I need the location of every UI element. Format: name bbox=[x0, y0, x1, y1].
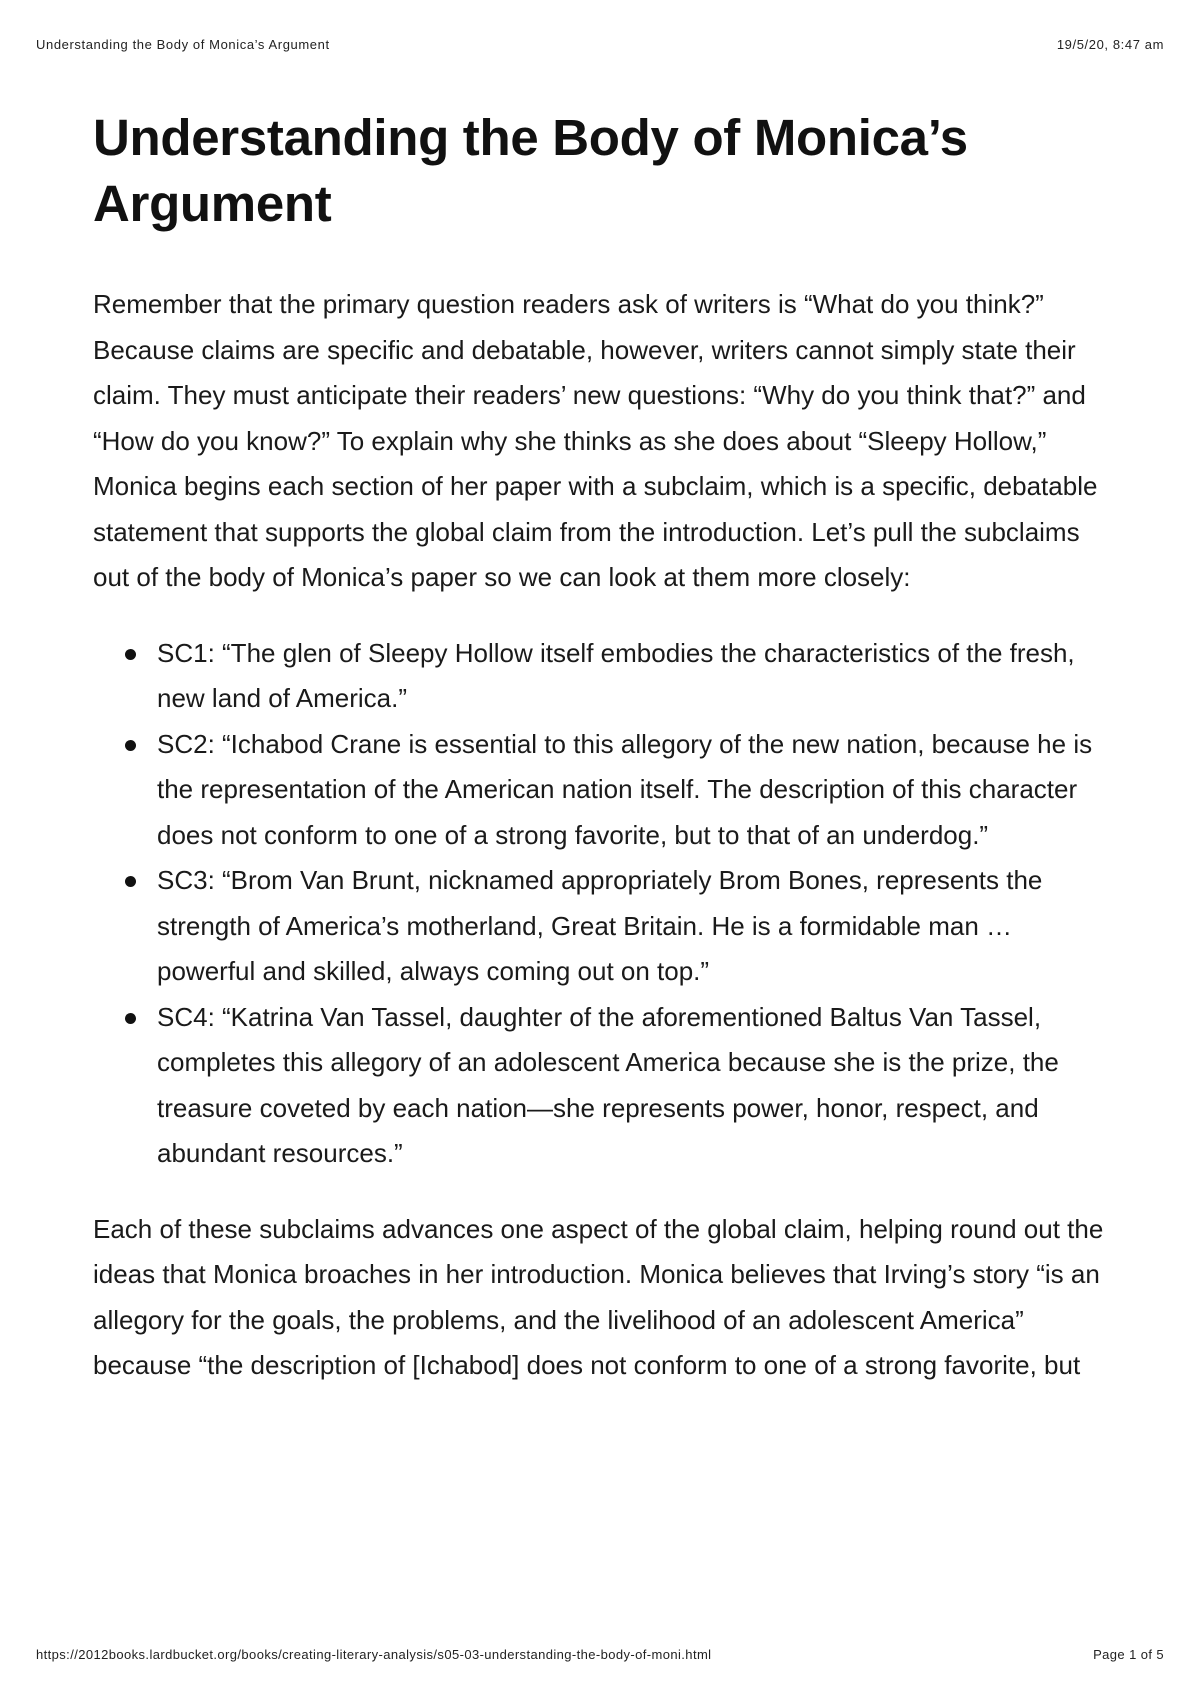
page-title: Understanding the Body of Monica’s Argument bbox=[93, 109, 968, 232]
subclaim-item: SC3: “Brom Van Brunt, nicknamed appropriately Brom Bones, represents the strength of America’s motherland, Great Britain. He is a formidable man … powerful and skilled, always coming out on top.” bbox=[157, 858, 1115, 995]
subclaim-item: SC2: “Ichabod Crane is essential to this allegory of the new nation, because he is the representation of the American nation itself. The description of this character does not conform to one of a strong favorite, but to that of an underdog.” bbox=[157, 722, 1115, 859]
header-document-title: Understanding the Body of Monica’s Argument bbox=[36, 36, 330, 52]
print-header bbox=[36, 34, 1164, 54]
subclaim-item: SC1: “The glen of Sleepy Hollow itself embodies the characteristics of the fresh, new land of America.” bbox=[157, 631, 1115, 722]
print-footer bbox=[36, 1644, 1164, 1664]
followup-paragraph: Each of these subclaims advances one aspect of the global claim, helping round out the ideas that Monica broaches in her introduction. Monica believes that Irving’s story “is an allegory for the goals, the problems, and the livelihood of an adolescent America” because “the description of [Ichabod] does not conform to one of a strong favorite, but bbox=[93, 1213, 1104, 1380]
footer-page-number: Page 1 of 5 bbox=[1093, 1646, 1164, 1662]
subclaim-item: SC4: “Katrina Van Tassel, daughter of the aforementioned Baltus Van Tassel, completes this allegory of an adolescent America because she is the prize, the treasure coveted by each nation—she represents power, honor, respect, and abundant resources.” bbox=[157, 995, 1115, 1177]
article-content bbox=[93, 105, 1115, 1389]
subclaims-list bbox=[93, 631, 1115, 1177]
footer-url: https://2012books.lardbucket.org/books/creating-literary-analysis/s05-03-understanding-the-body-of-moni.html bbox=[36, 1646, 712, 1662]
header-datetime: 19/5/20, 8:47 am bbox=[1056, 36, 1164, 52]
intro-paragraph: Remember that the primary question readers ask of writers is “What do you think?” Because claims are specific and debatable, however, writers cannot simply state their claim. They must anticipate their readers’ new questions: “Why do you think that?” and “How do you know?” To explain why she thinks as she does about “Sleepy Hollow,” Monica begins each section of her paper with a subclaim, which is a specific, debatable statement that supports the global claim from the introduction. Let’s pull the subclaims out of the body of Monica’s paper so we can look at them more closely: bbox=[93, 289, 1098, 592]
